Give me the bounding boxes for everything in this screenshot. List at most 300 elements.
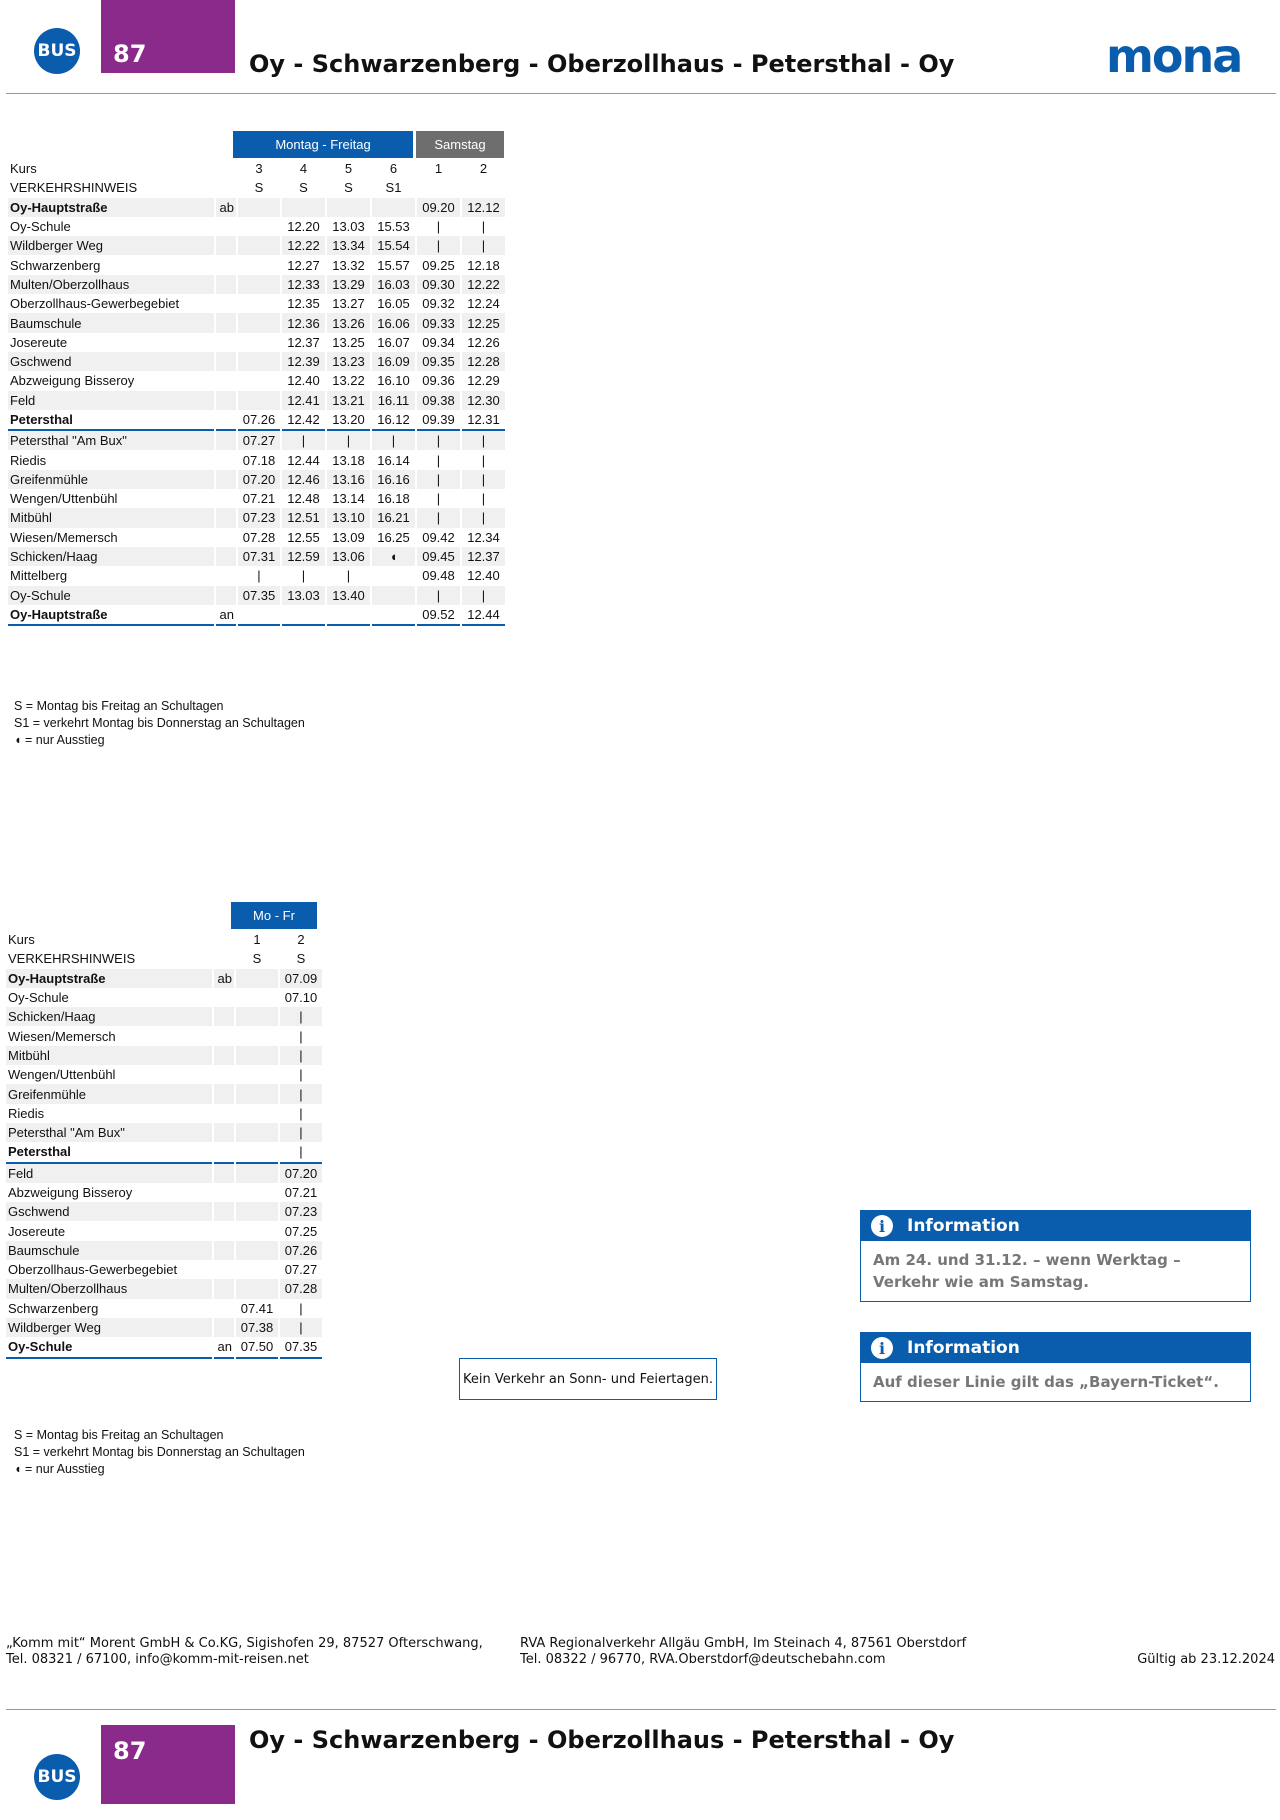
direction-marker bbox=[216, 255, 236, 274]
stop-name: Petersthal "Am Bux" bbox=[6, 1123, 212, 1142]
stop-name: Schicken/Haag bbox=[8, 547, 214, 566]
time-cell: 2 bbox=[297, 932, 305, 948]
table-row bbox=[6, 1279, 322, 1298]
operator-1-contact: Tel. 08321 / 67100, info@komm-mit-reisen.net bbox=[6, 1652, 309, 1667]
line-number: 87 bbox=[113, 40, 147, 68]
stop-name: Greifenmühle bbox=[6, 1084, 212, 1103]
direction-marker bbox=[216, 508, 236, 527]
time-cell: | bbox=[280, 1318, 322, 1337]
info-title: Information bbox=[907, 1216, 1020, 1236]
time-cell: 07.21 bbox=[242, 491, 276, 507]
table-row bbox=[8, 333, 505, 352]
table-row bbox=[8, 450, 505, 469]
time-cell: 12.40 bbox=[287, 373, 320, 389]
stop-name: Josereute bbox=[10, 334, 68, 350]
direction-marker bbox=[216, 450, 236, 469]
table-row bbox=[6, 1221, 322, 1240]
footer-left bbox=[6, 1636, 483, 1668]
stop-name: VERKEHRSHINWEIS bbox=[10, 180, 138, 196]
time-cell: | bbox=[257, 568, 261, 584]
mona-logo: mona bbox=[1106, 29, 1242, 83]
operator-2-address: RVA Regionalverkehr Allgäu GmbH, Im Steinach 4, 87561 Oberstdorf bbox=[520, 1636, 967, 1651]
time-cell: 12.30 bbox=[462, 391, 505, 410]
time-cell bbox=[236, 1142, 278, 1163]
time-cell: 07.26 bbox=[238, 410, 280, 431]
time-cell: 12.12 bbox=[462, 198, 505, 217]
line-number: 87 bbox=[113, 1737, 147, 1765]
timetable-2 bbox=[4, 930, 324, 1359]
stop-name: Oy-Hauptstraße bbox=[8, 605, 214, 626]
time-cell: 09.39 bbox=[417, 410, 460, 431]
direction-marker bbox=[216, 547, 236, 566]
time-cell bbox=[238, 294, 280, 313]
direction-marker bbox=[214, 1260, 234, 1279]
table-row bbox=[6, 1065, 322, 1084]
time-cell: 12.46 bbox=[282, 470, 325, 489]
time-cell: 16.10 bbox=[377, 373, 410, 389]
table-row bbox=[6, 1007, 322, 1026]
time-cell bbox=[236, 969, 278, 988]
table-row bbox=[6, 1142, 322, 1163]
time-cell: S bbox=[299, 180, 308, 196]
stop-name: Wiesen/Memersch bbox=[10, 529, 118, 545]
stop-name: Oy-Hauptstraße bbox=[6, 969, 212, 988]
time-cell: | bbox=[280, 1123, 322, 1142]
time-cell bbox=[236, 1183, 278, 1202]
time-cell: 07.18 bbox=[242, 452, 276, 468]
time-cell: 13.03 bbox=[282, 586, 325, 605]
table-row bbox=[8, 470, 505, 489]
time-cell: ◖ bbox=[372, 547, 415, 566]
direction-marker bbox=[214, 1084, 234, 1103]
stop-name: Oy-Schule bbox=[6, 1337, 212, 1358]
table-row bbox=[6, 1026, 322, 1045]
time-cell: 12.44 bbox=[287, 452, 320, 468]
table-row bbox=[8, 236, 505, 255]
footnote-s: S = Montag bis Freitag an Schultagen bbox=[14, 1428, 224, 1442]
time-cell bbox=[236, 1241, 278, 1260]
time-cell: 12.36 bbox=[282, 313, 325, 332]
table-row bbox=[8, 605, 505, 626]
stop-name: Oberzollhaus-Gewerbegebiet bbox=[10, 296, 180, 312]
time-cell: 16.09 bbox=[372, 352, 415, 371]
time-cell: 12.22 bbox=[282, 236, 325, 255]
footnote-s: S = Montag bis Freitag an Schultagen bbox=[14, 699, 224, 713]
time-cell: 09.38 bbox=[417, 391, 460, 410]
time-cell: | bbox=[280, 1007, 322, 1026]
time-cell: 07.25 bbox=[284, 1223, 318, 1239]
info-header bbox=[861, 1333, 1250, 1363]
time-cell: 12.24 bbox=[467, 296, 500, 312]
stop-name: Mitbühl bbox=[8, 508, 214, 527]
time-cell: 12.20 bbox=[287, 219, 320, 235]
stop-name: Petersthal "Am Bux" bbox=[8, 431, 214, 450]
stop-name: Abzweigung Bisseroy bbox=[10, 373, 135, 389]
time-cell: 12.44 bbox=[462, 605, 505, 626]
time-cell: 13.20 bbox=[327, 410, 370, 431]
time-cell: | bbox=[481, 491, 486, 507]
time-cell: 16.14 bbox=[377, 452, 410, 468]
table-row bbox=[6, 1260, 322, 1279]
table-row bbox=[8, 586, 505, 605]
direction-marker bbox=[216, 371, 236, 390]
time-cell: 07.35 bbox=[238, 586, 280, 605]
time-cell: | bbox=[417, 431, 460, 450]
time-cell: | bbox=[299, 1300, 303, 1316]
direction-marker bbox=[214, 930, 234, 949]
table-row bbox=[6, 1241, 322, 1260]
time-cell: 07.50 bbox=[236, 1337, 278, 1358]
time-cell: | bbox=[481, 219, 486, 235]
direction-marker bbox=[214, 1026, 234, 1045]
no-service-notice: Kein Verkehr an Sonn- und Feiertagen. bbox=[459, 1358, 717, 1400]
footer-divider bbox=[6, 1709, 1276, 1710]
direction-marker bbox=[216, 586, 236, 605]
direction-marker bbox=[214, 1123, 234, 1142]
time-cell bbox=[372, 198, 415, 217]
time-cell bbox=[327, 605, 370, 626]
table-row bbox=[8, 178, 505, 197]
footnote-ausstieg: ◖ = nur Ausstieg bbox=[14, 733, 105, 747]
time-cell bbox=[417, 178, 460, 197]
stop-name: Multen/Oberzollhaus bbox=[8, 275, 214, 294]
time-cell: 12.34 bbox=[467, 529, 500, 545]
direction-marker bbox=[214, 1318, 234, 1337]
stop-name: Wildberger Weg bbox=[8, 236, 214, 255]
time-cell: | bbox=[462, 470, 505, 489]
direction-marker: ab bbox=[216, 198, 236, 217]
time-cell: 12.59 bbox=[282, 547, 325, 566]
time-cell: | bbox=[280, 1084, 322, 1103]
table-row bbox=[8, 275, 505, 294]
time-cell: | bbox=[436, 452, 441, 468]
time-cell: S bbox=[344, 180, 353, 196]
time-cell: 15.54 bbox=[372, 236, 415, 255]
table-row bbox=[8, 391, 505, 410]
table-row bbox=[8, 198, 505, 217]
operator-2-contact: Tel. 08322 / 96770, RVA.Oberstdorf@deutschebahn.com bbox=[520, 1652, 886, 1667]
stop-name: Baumschule bbox=[6, 1241, 212, 1260]
time-cell bbox=[236, 1026, 278, 1045]
footnote-ausstieg: ◖ = nur Ausstieg bbox=[14, 1462, 105, 1476]
group-header-saturday: Samstag bbox=[416, 131, 504, 158]
time-cell: 16.07 bbox=[377, 334, 410, 350]
table-row bbox=[8, 489, 505, 508]
direction-marker bbox=[214, 1164, 234, 1183]
table-row bbox=[6, 1318, 322, 1337]
direction-marker bbox=[214, 1007, 234, 1026]
time-cell: 12.51 bbox=[282, 508, 325, 527]
time-cell bbox=[236, 1164, 278, 1183]
table-row bbox=[8, 159, 505, 178]
time-cell: | bbox=[462, 236, 505, 255]
direction-marker bbox=[216, 528, 236, 547]
time-cell: 12.28 bbox=[462, 352, 505, 371]
time-cell: 13.34 bbox=[327, 236, 370, 255]
direction-marker bbox=[214, 1241, 234, 1260]
time-cell bbox=[372, 586, 415, 605]
footnote-s1: S1 = verkehrt Montag bis Donnerstag an Schultagen bbox=[14, 716, 305, 730]
direction-marker bbox=[216, 159, 236, 178]
stop-name: Oy-Schule bbox=[8, 586, 214, 605]
operator-1-address: „Komm mit“ Morent GmbH & Co.KG, Sigishofen 29, 87527 Ofterschwang, bbox=[6, 1636, 483, 1651]
validity-date: Gültig ab 23.12.2024 bbox=[1137, 1652, 1275, 1667]
time-cell: 4 bbox=[299, 161, 308, 177]
time-cell: 6 bbox=[389, 161, 398, 177]
info-icon: i bbox=[871, 1337, 893, 1359]
time-cell: | bbox=[462, 586, 505, 605]
time-cell: 13.10 bbox=[327, 508, 370, 527]
time-cell: 1 bbox=[434, 161, 443, 177]
stop-name: Wiesen/Memersch bbox=[8, 1028, 116, 1044]
time-cell: 09.20 bbox=[417, 198, 460, 217]
stop-name: Wengen/Uttenbühl bbox=[8, 1067, 116, 1083]
table-row bbox=[6, 1084, 322, 1103]
time-cell: 12.42 bbox=[282, 410, 325, 431]
time-cell bbox=[236, 1046, 278, 1065]
time-cell: 5 bbox=[344, 161, 353, 177]
time-cell: 12.39 bbox=[282, 352, 325, 371]
time-cell bbox=[282, 605, 325, 626]
time-cell bbox=[372, 605, 415, 626]
direction-marker bbox=[214, 1183, 234, 1202]
time-cell: 12.37 bbox=[462, 547, 505, 566]
table-row bbox=[6, 930, 322, 949]
time-cell: | bbox=[282, 431, 325, 450]
stop-name: Riedis bbox=[8, 1105, 45, 1121]
time-cell: 13.03 bbox=[332, 219, 365, 235]
direction-marker bbox=[216, 275, 236, 294]
direction-marker bbox=[214, 988, 234, 1007]
table-row bbox=[8, 508, 505, 527]
time-cell bbox=[238, 275, 280, 294]
time-cell: 16.21 bbox=[372, 508, 415, 527]
time-cell: 07.35 bbox=[280, 1337, 322, 1358]
time-cell: 09.42 bbox=[422, 529, 455, 545]
time-cell: | bbox=[436, 219, 441, 235]
time-cell: | bbox=[372, 431, 415, 450]
time-cell: 07.27 bbox=[238, 431, 280, 450]
direction-marker bbox=[216, 294, 236, 313]
line-number-box bbox=[101, 1725, 235, 1804]
time-cell: 12.33 bbox=[282, 275, 325, 294]
time-cell: S1 bbox=[385, 180, 402, 196]
direction-marker bbox=[214, 949, 234, 968]
time-cell: 12.37 bbox=[287, 334, 320, 350]
info-title: Information bbox=[907, 1338, 1020, 1358]
time-cell: 16.25 bbox=[377, 529, 410, 545]
time-cell: 07.28 bbox=[242, 529, 276, 545]
time-cell: 16.16 bbox=[372, 470, 415, 489]
direction-marker: an bbox=[216, 605, 236, 626]
stop-name: Oy-Schule bbox=[10, 219, 71, 235]
table-row bbox=[8, 566, 505, 585]
direction-marker bbox=[216, 178, 236, 197]
time-cell: 12.41 bbox=[282, 391, 325, 410]
stop-name: Multen/Oberzollhaus bbox=[6, 1279, 212, 1298]
time-cell bbox=[236, 1202, 278, 1221]
time-cell bbox=[236, 1221, 278, 1240]
time-cell: 12.29 bbox=[467, 373, 500, 389]
time-cell: 12.25 bbox=[462, 313, 505, 332]
page-title: Oy - Schwarzenberg - Oberzollhaus - Petersthal - Oy bbox=[249, 50, 955, 78]
stop-name: Wildberger Weg bbox=[6, 1318, 212, 1337]
time-cell bbox=[236, 1123, 278, 1142]
table-row bbox=[6, 1337, 322, 1358]
stop-name: Baumschule bbox=[8, 313, 214, 332]
time-cell: 13.26 bbox=[327, 313, 370, 332]
direction-marker bbox=[216, 489, 236, 508]
stop-name: Greifenmühle bbox=[8, 470, 214, 489]
direction-marker bbox=[216, 410, 236, 431]
time-cell: | bbox=[462, 431, 505, 450]
stop-name: Feld bbox=[6, 1164, 212, 1183]
time-cell bbox=[236, 1279, 278, 1298]
time-cell bbox=[238, 236, 280, 255]
info-text: Am 24. und 31.12. – wenn Werktag – Verkehr wie am Samstag. bbox=[873, 1251, 1181, 1291]
stop-name: Gschwend bbox=[8, 352, 214, 371]
direction-marker bbox=[214, 1065, 234, 1084]
time-cell: 12.22 bbox=[462, 275, 505, 294]
time-cell: 09.35 bbox=[417, 352, 460, 371]
direction-marker bbox=[216, 236, 236, 255]
time-cell: 07.28 bbox=[280, 1279, 322, 1298]
time-cell: S bbox=[254, 180, 264, 196]
table-row bbox=[6, 988, 322, 1007]
time-cell bbox=[462, 178, 505, 197]
time-cell: 13.32 bbox=[332, 257, 365, 273]
page-header bbox=[0, 0, 1280, 95]
stop-name: Abzweigung Bisseroy bbox=[8, 1185, 133, 1200]
header-divider bbox=[6, 93, 1276, 94]
time-cell: 13.09 bbox=[332, 529, 365, 545]
stop-name: Oberzollhaus-Gewerbegebiet bbox=[8, 1262, 178, 1278]
time-cell: 07.23 bbox=[280, 1202, 322, 1221]
page-title: Oy - Schwarzenberg - Oberzollhaus - Petersthal - Oy bbox=[249, 1726, 955, 1754]
direction-marker bbox=[216, 566, 236, 585]
direction-marker bbox=[216, 217, 236, 236]
time-cell: 2 bbox=[479, 161, 488, 177]
time-cell bbox=[236, 1104, 278, 1123]
time-cell: 16.18 bbox=[377, 491, 410, 507]
time-cell: 13.22 bbox=[332, 373, 365, 389]
stop-name: Petersthal bbox=[8, 410, 214, 431]
time-cell: 09.36 bbox=[422, 373, 455, 389]
time-cell: 07.26 bbox=[280, 1241, 322, 1260]
direction-marker bbox=[216, 391, 236, 410]
bus-badge: BUS bbox=[34, 1754, 80, 1800]
time-cell: 09.52 bbox=[417, 605, 460, 626]
time-cell bbox=[238, 391, 280, 410]
direction-marker bbox=[216, 313, 236, 332]
time-cell: 13.06 bbox=[327, 547, 370, 566]
stop-name: VERKEHRSHINWEIS bbox=[8, 951, 136, 967]
direction-marker bbox=[216, 333, 236, 352]
time-cell: | bbox=[327, 431, 370, 450]
time-cell: 07.09 bbox=[280, 969, 322, 988]
time-cell bbox=[236, 1007, 278, 1026]
time-cell: 13.21 bbox=[327, 391, 370, 410]
stop-name: Kurs bbox=[8, 932, 35, 948]
time-cell bbox=[238, 255, 280, 274]
time-cell: 15.57 bbox=[377, 257, 410, 273]
time-cell: 07.31 bbox=[238, 547, 280, 566]
time-cell bbox=[236, 1260, 278, 1279]
table-row bbox=[6, 1299, 322, 1318]
table-row bbox=[6, 1104, 322, 1123]
time-cell: 09.34 bbox=[422, 334, 455, 350]
stop-name: Mittelberg bbox=[10, 568, 68, 584]
time-cell: 07.27 bbox=[284, 1262, 318, 1278]
time-cell bbox=[236, 988, 278, 1007]
time-cell: 09.30 bbox=[417, 275, 460, 294]
table-row bbox=[6, 1046, 322, 1065]
time-cell: 12.31 bbox=[462, 410, 505, 431]
stop-name: Josereute bbox=[8, 1223, 66, 1239]
table-row bbox=[8, 547, 505, 566]
direction-marker bbox=[214, 1299, 234, 1318]
table-row bbox=[6, 949, 322, 968]
bus-badge: BUS bbox=[34, 28, 80, 74]
time-cell: 13.40 bbox=[327, 586, 370, 605]
table-row bbox=[6, 1123, 322, 1142]
stop-name: Kurs bbox=[10, 161, 37, 177]
time-cell: 3 bbox=[255, 161, 263, 177]
footnote-s1: S1 = verkehrt Montag bis Donnerstag an Schultagen bbox=[14, 1445, 305, 1459]
info-text: Auf dieser Linie gilt das „Bayern-Ticket“. bbox=[873, 1373, 1219, 1391]
time-cell: 13.23 bbox=[327, 352, 370, 371]
time-cell bbox=[236, 1065, 278, 1084]
direction-marker: ab bbox=[214, 969, 234, 988]
time-cell: | bbox=[417, 508, 460, 527]
footnotes-1 bbox=[14, 698, 305, 749]
direction-marker bbox=[214, 1202, 234, 1221]
time-cell: 07.38 bbox=[236, 1318, 278, 1337]
table-row bbox=[8, 255, 505, 274]
stop-name: Oy-Hauptstraße bbox=[8, 198, 214, 217]
time-cell: 13.16 bbox=[327, 470, 370, 489]
stop-name: Gschwend bbox=[6, 1202, 212, 1221]
direction-marker bbox=[214, 1142, 234, 1163]
table-row bbox=[8, 371, 505, 390]
time-cell: 1 bbox=[253, 932, 261, 948]
time-cell: | bbox=[299, 1105, 303, 1121]
time-cell bbox=[238, 198, 280, 217]
stop-name: Petersthal bbox=[6, 1142, 212, 1163]
time-cell: | bbox=[280, 1142, 322, 1163]
time-cell bbox=[372, 566, 415, 585]
stop-name: Schwarzenberg bbox=[8, 1300, 99, 1316]
table-row bbox=[8, 313, 505, 332]
time-cell: 09.32 bbox=[422, 296, 455, 312]
time-cell: 12.35 bbox=[287, 296, 320, 312]
group-header-weekdays: Montag - Freitag bbox=[233, 131, 413, 158]
line-number-box bbox=[101, 0, 235, 73]
direction-marker bbox=[214, 1221, 234, 1240]
time-cell: 12.40 bbox=[467, 568, 500, 584]
time-cell: | bbox=[299, 1028, 303, 1044]
time-cell: | bbox=[346, 568, 351, 584]
time-cell: | bbox=[417, 586, 460, 605]
footer-middle bbox=[520, 1636, 966, 1668]
direction-marker bbox=[214, 1279, 234, 1298]
time-cell bbox=[327, 198, 370, 217]
time-cell: 12.27 bbox=[287, 257, 320, 273]
time-cell: 07.10 bbox=[284, 990, 318, 1006]
time-cell bbox=[238, 217, 280, 236]
stop-name: Feld bbox=[8, 391, 214, 410]
time-cell: 16.05 bbox=[377, 296, 410, 312]
